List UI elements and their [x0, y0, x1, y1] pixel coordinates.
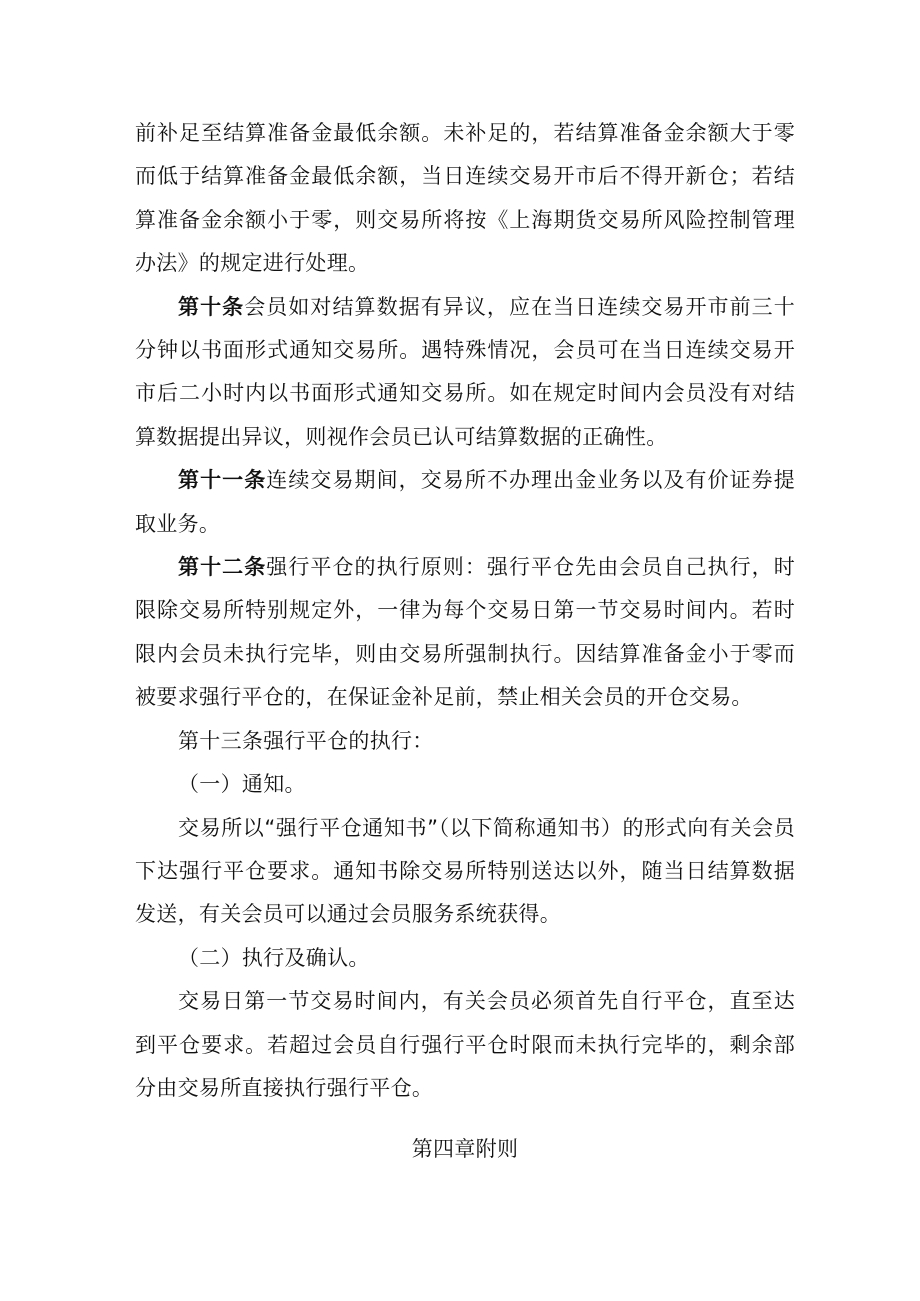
document-page [135, 112, 795, 1172]
article-11 [135, 459, 795, 546]
article-13: 第十三条强行平仓的执行： [178, 728, 434, 753]
item-1-text: 交易所以“强行平仓通知书”（以下简称通知书）的形式向有关会员下达强行平仓要求。通知书除交易所特别送达以外，随当日结算数据发送，有关会员可以通过会员服务系统获得。 [135, 815, 795, 927]
article-10-title: 第十条 [178, 294, 245, 319]
chapter-heading: 第四章附则 [411, 1137, 519, 1162]
article-10-text: 会员如对结算数据有异议，应在当日连续交易开市前三十分钟以书面形式通知交易所。遇特殊情况，会员可在当日连续交易开市后二小时内以书面形式通知交易所。如在规定时间内会员没有对结算数据提出异议，则视作会员已认可结算数据的正确性。 [135, 294, 796, 449]
item-2-text: 交易日第一节交易时间内，有关会员必须首先自行平仓，直至达到平仓要求。若超过会员自行强行平仓时限而未执行完毕的，剩余部分由交易所直接执行强行平仓。 [135, 989, 795, 1100]
paragraph-continuation: 前补足至结算准备金最低余额。未补足的，若结算准备金余额大于零而低于结算准备金最低余额，当日连续交易开市后不得开新仓；若结算准备金余额小于零，则交易所将按《上海期货交易所风险控制管理办法》的规定进行处理。 [135, 121, 795, 276]
article-11-title: 第十一条 [178, 468, 267, 493]
article-12 [135, 546, 795, 720]
article-12-text: 强行平仓的执行原则：强行平仓先由会员自己执行，时限除交易所特别规定外，一律为每个交易日第一节交易时间内。若时限内会员未执行完毕，则由交易所强制执行。因结算准备金小于零而被要求强行平仓的，在保证金补足前，禁止相关会员的开仓交易。 [135, 555, 796, 710]
item-1-title: （一）通知。 [178, 772, 306, 797]
article-11-text: 连续交易期间，交易所不办理出金业务以及有价证券提取业务。 [135, 468, 796, 536]
article-10 [135, 286, 795, 460]
article-12-title: 第十二条 [178, 555, 267, 580]
item-2-title: （二）执行及确认。 [178, 945, 370, 970]
